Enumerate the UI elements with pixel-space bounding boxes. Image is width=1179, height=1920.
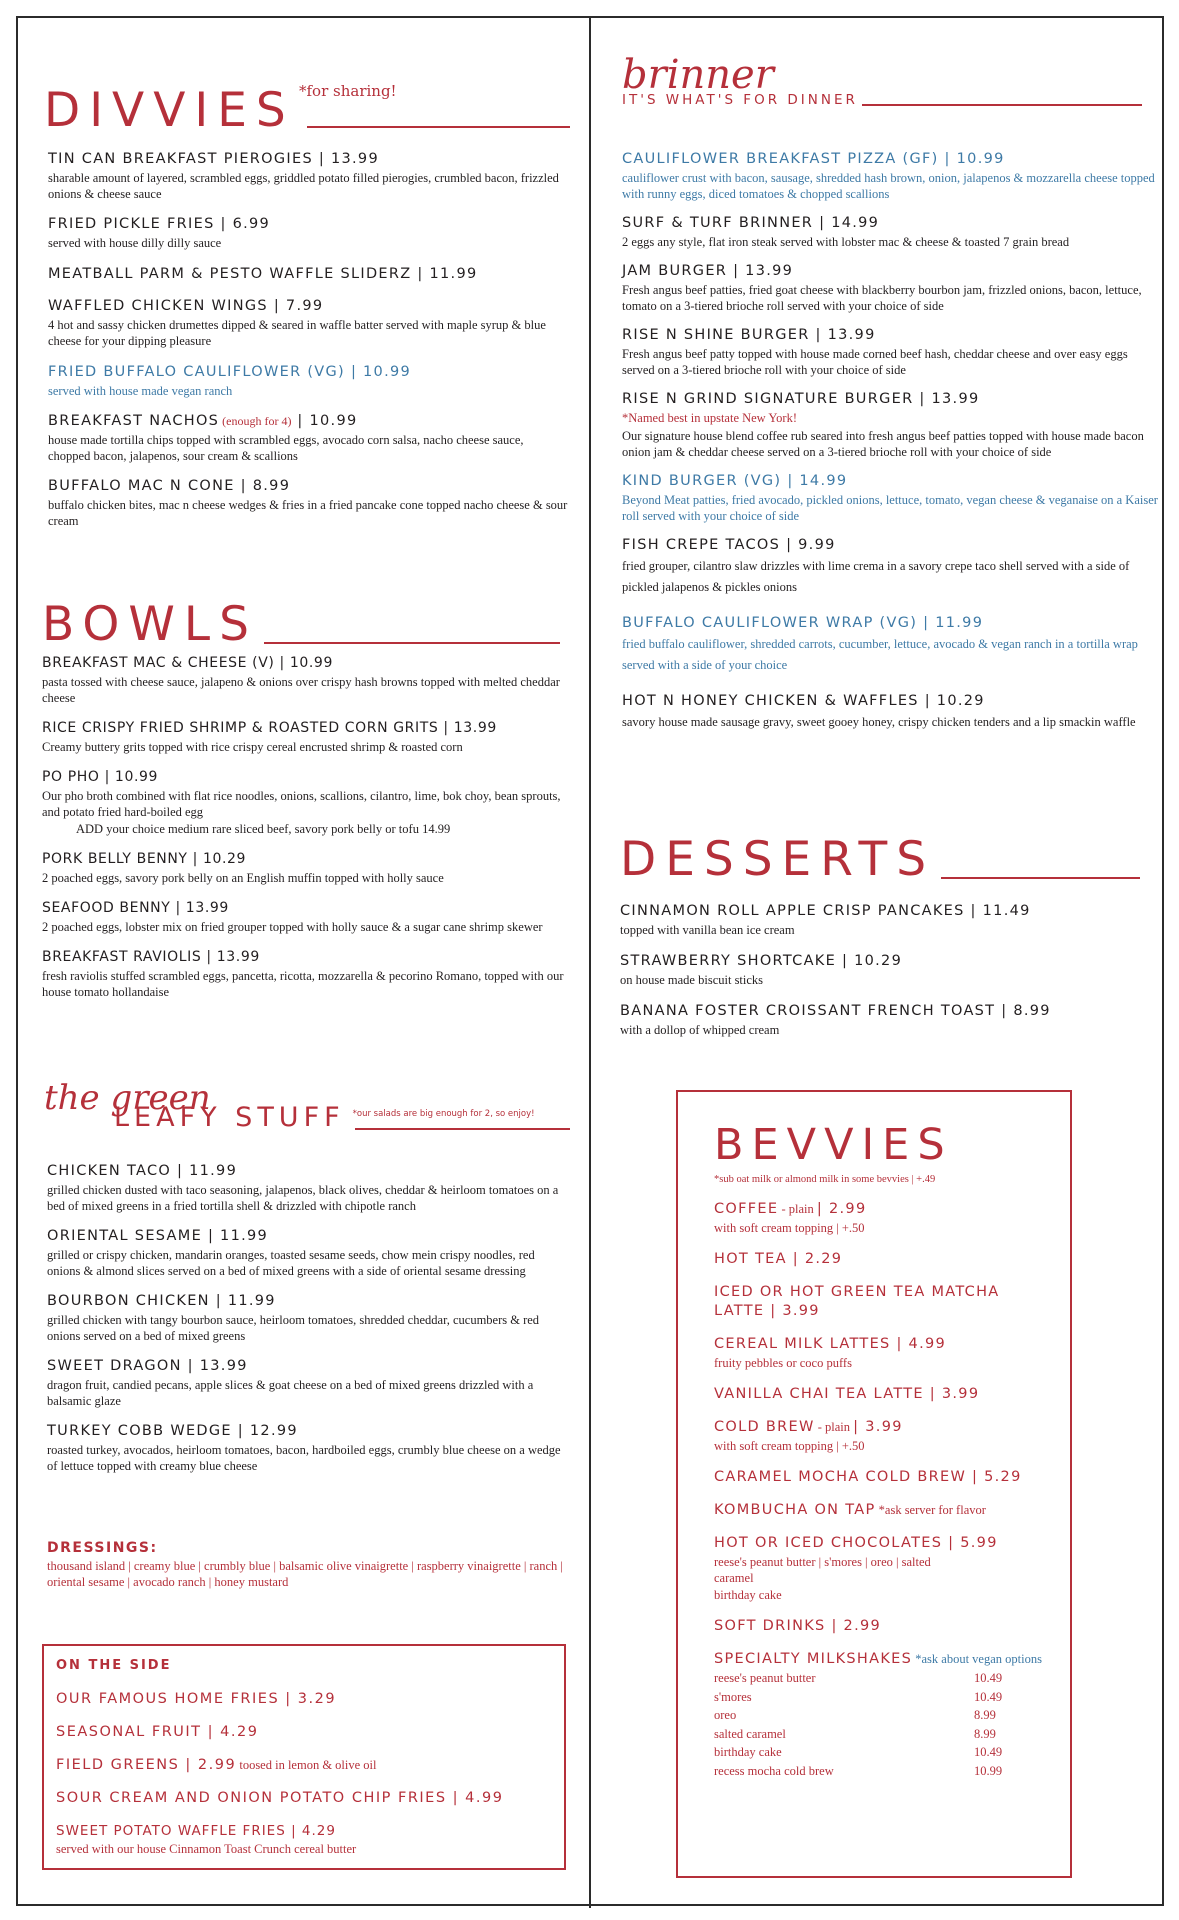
beverage-sub: - plain: [814, 1420, 854, 1434]
item-name: CAULIFLOWER BREAKFAST PIZZA (GF): [622, 151, 939, 167]
item-price: | 8.99: [234, 478, 291, 494]
item-description: grilled chicken with tangy bourbon sauce, heirloom tomatoes, shredded cheddar, cucumbers & red onions served on a bed of mixed greens: [47, 1313, 540, 1343]
beverage-description: birthday cake: [714, 1588, 782, 1602]
menu-item: [622, 326, 1162, 378]
item-price: | 10.99: [345, 364, 412, 380]
dressings-block: [47, 1540, 567, 1590]
item-name: RISE N GRIND SIGNATURE BURGER: [622, 391, 914, 407]
item-description: sharable amount of layered, scrambled eggs, griddled potato filled pierogies, crumbled bacon, frizzled onions & cheese sauce: [48, 171, 559, 201]
item-name-line: [622, 692, 1162, 711]
side-item: [56, 1690, 556, 1709]
beverage-note: *ask server for flavor: [875, 1503, 986, 1517]
side-item-name: SEASONAL FRUIT: [56, 1724, 202, 1740]
item-name: FRIED BUFFALO CAULIFLOWER (VG): [48, 364, 346, 380]
desserts-items: [620, 902, 1140, 1038]
item-name-line: [48, 297, 568, 316]
item-name-line: [42, 719, 567, 738]
item-price: | 11.99: [202, 1228, 269, 1244]
item-price: | 9.99: [780, 537, 836, 553]
divvies-title: DIVVIES: [44, 83, 295, 138]
menu-item: [42, 654, 567, 706]
side-title: ON THE SIDE: [56, 1658, 172, 1673]
side-item: [56, 1756, 556, 1775]
item-description: fried buffalo cauliflower, shredded carrots, cucumber, lettuce, avocado & vegan ranch in a tortilla wrap served with a side of your choice: [622, 637, 1138, 672]
item-name-line: [47, 1292, 567, 1311]
item-name-line: [622, 472, 1162, 491]
item-description: fresh raviolis stuffed scrambled eggs, pancetta, ricotta, mozzarella & pecorino Romano, topped with our house tomato hollandaise: [42, 969, 564, 999]
item-name-line: [42, 899, 567, 918]
bevvies-items: [714, 1200, 1054, 1780]
item-name-line: [48, 477, 568, 496]
side-item-name: OUR FAMOUS HOME FRIES: [56, 1691, 280, 1707]
milkshake-row: [714, 1669, 1014, 1688]
item-price: | 11.99: [411, 266, 478, 282]
item-name: RISE N SHINE BURGER: [622, 327, 810, 343]
side-item-price: | 4.29: [201, 1724, 259, 1740]
item-name: BREAKFAST NACHOS: [48, 413, 220, 429]
beverage-price: | 5.29: [966, 1469, 1022, 1485]
item-name-line: [622, 326, 1162, 345]
dressings-label: DRESSINGS:: [47, 1540, 158, 1556]
on-the-side-box: [42, 1644, 566, 1870]
item-name: BOURBON CHICKEN: [47, 1293, 210, 1309]
milkshake-price: 10.49: [974, 1745, 1003, 1759]
menu-item: [48, 150, 568, 202]
item-price: | 13.99: [913, 391, 980, 407]
item-name-line: [622, 614, 1162, 633]
beverage-description: reese's peanut butter | s'mores | oreo | salted caramel: [714, 1555, 931, 1585]
item-price: | 14.99: [813, 215, 880, 231]
side-item-note: served with our house Cinnamon Toast Crunch cereal butter: [56, 1842, 357, 1856]
beverage-item: [714, 1335, 1054, 1371]
beverage-item: [714, 1385, 1054, 1404]
item-name: BANANA FOSTER CROISSANT FRENCH TOAST: [620, 1003, 996, 1019]
milkshakes-block: [714, 1650, 1054, 1780]
bevvies-title: BEVVIES: [714, 1120, 953, 1170]
item-name-line: [620, 902, 1140, 921]
item-price: | 10.99: [291, 413, 358, 429]
item-description: Fresh angus beef patties, fried goat cheese with blackberry bourbon jam, frizzled onions, bacon, lettuce, tomato on a 3-tiered brioche roll served with your choice of side: [622, 283, 1142, 313]
brinner-section: [622, 50, 1142, 108]
item-price: | 13.99: [181, 1358, 248, 1374]
item-note: *Named best in upstate New York!: [622, 411, 797, 425]
item-extra: (enough for 4): [219, 414, 292, 428]
beverage-name: COLD BREW: [714, 1419, 815, 1435]
item-description: Our pho broth combined with flat rice noodles, onions, scallions, cilantro, lime, bok choy, bean sprouts, and potato fried hard-boiled egg: [42, 789, 561, 819]
item-price: | 12.99: [231, 1423, 298, 1439]
item-name: TURKEY COBB WEDGE: [47, 1423, 232, 1439]
menu-item: [620, 1002, 1140, 1038]
beverage-item: [714, 1534, 1054, 1603]
side-item-note: toosed in lemon & olive oil: [236, 1758, 377, 1772]
menu-item: [42, 948, 567, 1000]
item-description: buffalo chicken bites, mac n cheese wedges & fries in a fried pancake cone topped nacho cheese & sour cream: [48, 498, 568, 528]
item-name-line: [42, 654, 567, 673]
item-name: BREAKFAST MAC & CHEESE (V): [42, 655, 275, 671]
milkshake-row: [714, 1725, 1014, 1744]
menu-item: [48, 297, 568, 349]
item-name: KIND BURGER (VG): [622, 473, 782, 489]
item-price: | 13.99: [809, 327, 876, 343]
beverage-price: | 3.99: [923, 1386, 980, 1402]
beverage-name-line: [714, 1283, 1054, 1321]
side-item-name: FIELD GREENS: [56, 1757, 180, 1773]
item-name: WAFFLED CHICKEN WINGS: [48, 298, 268, 314]
item-name: BUFFALO CAULIFLOWER WRAP (VG): [622, 615, 918, 631]
brinner-subtitle: IT'S WHAT'S FOR DINNER: [622, 92, 858, 108]
beverage-name-line: [714, 1534, 1054, 1553]
beverage-price: | 2.99: [825, 1618, 882, 1634]
item-price: | 13.99: [438, 720, 497, 736]
green-title: LEAFY STUFF: [114, 1102, 345, 1133]
side-item-price: | 2.99: [179, 1757, 237, 1773]
item-description: with a dollop of whipped cream: [620, 1023, 780, 1037]
milkshake-row: [714, 1762, 1014, 1781]
item-name: PO PHO: [42, 769, 100, 785]
divvies-items: [48, 150, 568, 529]
item-price: | 7.99: [267, 298, 324, 314]
green-note: *our salads are big enough for 2, so enjoy!: [352, 1109, 535, 1119]
item-name-line: [42, 948, 567, 967]
menu-item: [622, 390, 1162, 460]
item-name-line: [42, 850, 567, 869]
item-name-line: [47, 1357, 567, 1376]
beverage-name: CEREAL MILK LATTES: [714, 1336, 891, 1352]
bowls-section: [42, 597, 560, 652]
item-price: | 10.99: [99, 769, 159, 785]
item-price: | 11.99: [917, 615, 984, 631]
item-description: grilled or crispy chicken, mandarin oranges, toasted sesame seeds, chow mein crispy noodles, red onions & almond slices served on a bed of mixed greens with a side of oriental sesame dressing: [47, 1248, 535, 1278]
item-name: PORK BELLY BENNY: [42, 851, 188, 867]
item-description: Beyond Meat patties, fried avocado, pickled onions, lettuce, tomato, vegan cheese & veganaise on a Kaiser roll served with your choice of side: [622, 493, 1158, 523]
milkshakes-title-line: [714, 1650, 1054, 1669]
item-add-on: ADD your choice medium rare sliced beef, savory pork belly or tofu 14.99: [76, 822, 451, 836]
item-name: SEAFOOD BENNY: [42, 900, 171, 916]
milkshake-name: reese's peanut butter: [714, 1671, 816, 1685]
menu-item: [47, 1422, 567, 1474]
column-divider: [589, 16, 591, 1908]
item-description: 2 poached eggs, savory pork belly on an English muffin topped with holly sauce: [42, 871, 444, 885]
beverage-name: ICED OR HOT GREEN TEA MATCHA LATTE: [714, 1284, 1000, 1319]
brinner-items: [622, 150, 1162, 733]
item-name: HOT N HONEY CHICKEN & WAFFLES: [622, 693, 919, 709]
side-item: [56, 1822, 556, 1841]
milkshakes-title: SPECIALTY MILKSHAKES: [714, 1651, 913, 1667]
item-description: 2 poached eggs, lobster mix on fried grouper topped with holly sauce & a sugar cane shrimp skewer: [42, 920, 543, 934]
menu-item: [622, 692, 1162, 733]
menu-item: [42, 719, 567, 755]
item-price: | 13.99: [170, 900, 229, 916]
beverage-name: KOMBUCHA ON TAP: [714, 1502, 876, 1518]
side-item-price: | 4.99: [446, 1790, 504, 1806]
milkshakes-note: *ask about vegan options: [912, 1652, 1042, 1666]
milkshake-price: 8.99: [974, 1726, 996, 1741]
item-name: BUFFALO MAC N CONE: [48, 478, 235, 494]
item-description: savory house made sausage gravy, sweet gooey honey, crispy chicken tenders and a lip smackin waffle: [622, 715, 1136, 729]
bevvies-box: [676, 1090, 1072, 1878]
milkshake-name: birthday cake: [714, 1745, 782, 1759]
item-price: | 11.49: [964, 903, 1031, 919]
item-description: roasted turkey, avocados, heirloom tomatoes, bacon, hardboiled eggs, crumbly blue cheese on a wedge of lettuce topped with creamy blue cheese: [47, 1443, 561, 1473]
item-description: fried grouper, cilantro slaw drizzles with lime crema in a savory crepe taco shell served with a side of pickled jalapenos & pickles onions: [622, 559, 1130, 594]
item-name: JAM BURGER: [622, 263, 728, 279]
item-name-line: [620, 952, 1140, 971]
item-price: | 13.99: [727, 263, 794, 279]
item-price: | 13.99: [312, 151, 379, 167]
beverage-description: with soft cream topping | +.50: [714, 1221, 865, 1235]
beverage-name-line: [714, 1250, 1054, 1269]
milkshake-name: recess mocha cold brew: [714, 1763, 834, 1778]
menu-item: [42, 899, 567, 935]
beverage-description: with soft cream topping | +.50: [714, 1439, 865, 1453]
item-name-line: [48, 150, 568, 169]
milkshake-name: s'mores: [714, 1689, 752, 1704]
item-name: TIN CAN BREAKFAST PIEROGIES: [48, 151, 313, 167]
beverage-price: | 2.99: [816, 1201, 867, 1217]
green-section: [44, 1080, 570, 1133]
milkshake-row: [714, 1743, 1014, 1762]
beverage-name: HOT OR ICED CHOCOLATES: [714, 1535, 943, 1551]
beverage-item: [714, 1501, 1054, 1520]
divvies-section: [44, 82, 570, 138]
menu-item: [622, 614, 1162, 676]
menu-item: [622, 262, 1162, 314]
item-name-line: [47, 1227, 567, 1246]
item-description: grilled chicken dusted with taco seasoning, jalapenos, black olives, cheddar & heirloom tomatoes on a bed of mixed greens in a fried tortilla shell & drizzled with chipotle ranch: [47, 1183, 559, 1213]
side-item-price: | 3.29: [279, 1691, 337, 1707]
menu-item: [48, 363, 568, 399]
item-price: | 10.99: [274, 655, 333, 671]
item-price: | 13.99: [201, 949, 260, 965]
item-description: house made tortilla chips topped with scrambled eggs, avocado corn salsa, nacho cheese sauce, chopped bacon, jalapenos, sour cream & scallions: [48, 433, 524, 463]
item-name: FISH CREPE TACOS: [622, 537, 781, 553]
beverage-item: [714, 1468, 1054, 1487]
dressings-list: thousand island | creamy blue | crumbly blue | balsamic olive vinaigrette | raspberry vinaigrette | ranch | oriental sesame | avocado ranch | honey mustard: [47, 1559, 563, 1589]
item-name-line: [622, 214, 1162, 233]
item-price: | 11.99: [171, 1163, 238, 1179]
item-name: SURF & TURF BRINNER: [622, 215, 814, 231]
desserts-title: DESSERTS: [620, 832, 936, 887]
item-price: | 10.29: [918, 693, 985, 709]
beverage-name-line: [714, 1501, 1054, 1520]
menu-item: [48, 477, 568, 529]
bowls-items: [42, 654, 567, 1000]
item-price: | 14.99: [781, 473, 848, 489]
beverage-name: SOFT DRINKS: [714, 1618, 826, 1634]
item-description: dragon fruit, candied pecans, apple slices & goat cheese on a bed of mixed greens drizzled with a balsamic glaze: [47, 1378, 534, 1408]
item-name-line: [48, 363, 568, 382]
beverage-name: CARAMEL MOCHA COLD BREW: [714, 1469, 967, 1485]
item-description: cauliflower crust with bacon, sausage, shredded hash brown, onion, jalapenos & mozzarella cheese topped with runny eggs, diced tomatoes & chopped scallions: [622, 171, 1155, 201]
milkshake-row: [714, 1706, 1014, 1725]
item-price: | 10.29: [836, 953, 903, 969]
beverage-name: HOT TEA: [714, 1251, 787, 1267]
item-name: ORIENTAL SESAME: [47, 1228, 203, 1244]
beverage-name-line: [714, 1385, 1054, 1404]
divvies-note: *for sharing!: [299, 82, 397, 100]
item-name: SWEET DRAGON: [47, 1358, 182, 1374]
item-name-line: [622, 150, 1162, 169]
item-name: STRAWBERRY SHORTCAKE: [620, 953, 837, 969]
menu-item: [47, 1162, 567, 1214]
menu-item: [47, 1292, 567, 1344]
beverage-name: VANILLA CHAI TEA LATTE: [714, 1386, 924, 1402]
beverage-price: | 5.99: [942, 1535, 998, 1551]
item-description: served with house dilly dilly sauce: [48, 236, 222, 250]
beverage-name-line: [714, 1418, 1054, 1437]
milkshake-price: 10.99: [974, 1763, 1003, 1778]
menu-item: [48, 215, 568, 251]
beverage-name-line: [714, 1617, 1054, 1636]
side-item: [56, 1723, 556, 1742]
item-name-line: [48, 412, 568, 431]
item-description: pasta tossed with cheese sauce, jalapeno & onions over crispy hash browns topped with melted cheddar cheese: [42, 675, 560, 705]
side-item-price: | 4.29: [285, 1823, 336, 1839]
beverage-price: | 3.99: [853, 1419, 903, 1435]
item-name-line: [47, 1162, 567, 1181]
menu-item: [622, 536, 1162, 598]
brinner-script-title: brinner: [622, 52, 774, 98]
item-name: BREAKFAST RAVIOLIS: [42, 949, 202, 965]
side-item-name: SWEET POTATO WAFFLE FRIES: [56, 1823, 286, 1839]
item-price: | 10.99: [938, 151, 1005, 167]
beverage-item: [714, 1283, 1054, 1321]
item-description: Creamy buttery grits topped with rice crispy cereal encrusted shrimp & roasted corn: [42, 740, 463, 754]
item-name: MEATBALL PARM & PESTO WAFFLE SLIDERZ: [48, 266, 412, 282]
item-name: CINNAMON ROLL APPLE CRISP PANCAKES: [620, 903, 965, 919]
menu-item: [622, 214, 1162, 250]
item-name: RICE CRISPY FRIED SHRIMP & ROASTED CORN GRITS: [42, 720, 439, 736]
beverage-sub: - plain: [778, 1202, 817, 1216]
milkshake-name: oreo: [714, 1708, 737, 1722]
milkshake-price: 8.99: [974, 1708, 996, 1722]
item-name: CHICKEN TACO: [47, 1163, 172, 1179]
item-name-line: [622, 262, 1162, 281]
menu-item: [620, 902, 1140, 938]
beverage-item: [714, 1418, 1054, 1454]
side-item: [56, 1789, 556, 1808]
bevvies-note: *sub oat milk or almond milk in some bevvies | +.49: [714, 1174, 936, 1185]
desserts-section: [620, 832, 1140, 887]
menu-item: [47, 1357, 567, 1409]
milkshake-price: 10.49: [974, 1689, 1003, 1704]
item-name-line: [48, 215, 568, 234]
menu-item: [48, 412, 568, 464]
item-description: 2 eggs any style, flat iron steak served with lobster mac & cheese & toasted 7 grain bread: [622, 235, 1070, 249]
item-name-line: [622, 536, 1162, 555]
beverage-item: [714, 1617, 1054, 1636]
beverage-description: fruity pebbles or coco puffs: [714, 1356, 852, 1370]
item-description: served with house made vegan ranch: [48, 384, 233, 398]
item-name-line: [620, 1002, 1140, 1021]
item-price: | 10.29: [187, 851, 247, 867]
item-description: Fresh angus beef patty topped with house made corned beef hash, cheddar cheese and over easy eggs served on a 3-tiered brioche roll with your choice of side: [622, 347, 1128, 377]
green-script-title: the green: [44, 1078, 211, 1118]
beverage-name-line: [714, 1200, 1054, 1219]
item-name-line: [42, 768, 567, 787]
menu-item: [622, 472, 1162, 524]
beverage-price: | 2.29: [786, 1251, 843, 1267]
beverage-name: COFFEE: [714, 1201, 779, 1217]
side-items: [56, 1690, 556, 1857]
item-price: | 8.99: [995, 1003, 1051, 1019]
menu-item: [42, 850, 567, 886]
green-items: [47, 1162, 567, 1474]
menu-item: [622, 150, 1162, 202]
item-description: 4 hot and sassy chicken drumettes dipped & seared in waffle batter served with maple syrup & blue cheese for your dipping pleasure: [48, 318, 546, 348]
item-price: | 6.99: [214, 216, 271, 232]
beverage-name-line: [714, 1468, 1054, 1487]
item-description: topped with vanilla bean ice cream: [620, 923, 795, 937]
milkshake-row: [714, 1688, 1014, 1707]
milkshake-price: 10.49: [974, 1671, 1003, 1685]
item-price: | 11.99: [209, 1293, 276, 1309]
item-description: Our signature house blend coffee rub seared into fresh angus beef patties topped with house made bacon onion jam & cheddar cheese served on a 3-tiered brioche roll with your choice of side: [622, 429, 1144, 459]
beverage-price: | 3.99: [764, 1303, 820, 1319]
beverage-item: [714, 1200, 1054, 1236]
item-name: FRIED PICKLE FRIES: [48, 216, 215, 232]
item-description: on house made biscuit sticks: [620, 973, 764, 987]
milkshake-name: salted caramel: [714, 1726, 786, 1741]
menu-item: [48, 265, 568, 284]
side-item-name: SOUR CREAM AND ONION POTATO CHIP FRIES: [56, 1790, 447, 1806]
bowls-title: BOWLS: [42, 597, 258, 652]
menu-item: [42, 768, 567, 837]
item-name-line: [622, 390, 1162, 409]
beverage-item: [714, 1250, 1054, 1269]
item-name-line: [47, 1422, 567, 1441]
menu-item: [620, 952, 1140, 988]
item-name-line: [48, 265, 568, 284]
menu-item: [47, 1227, 567, 1279]
beverage-price: | 4.99: [890, 1336, 947, 1352]
beverage-name-line: [714, 1335, 1054, 1354]
